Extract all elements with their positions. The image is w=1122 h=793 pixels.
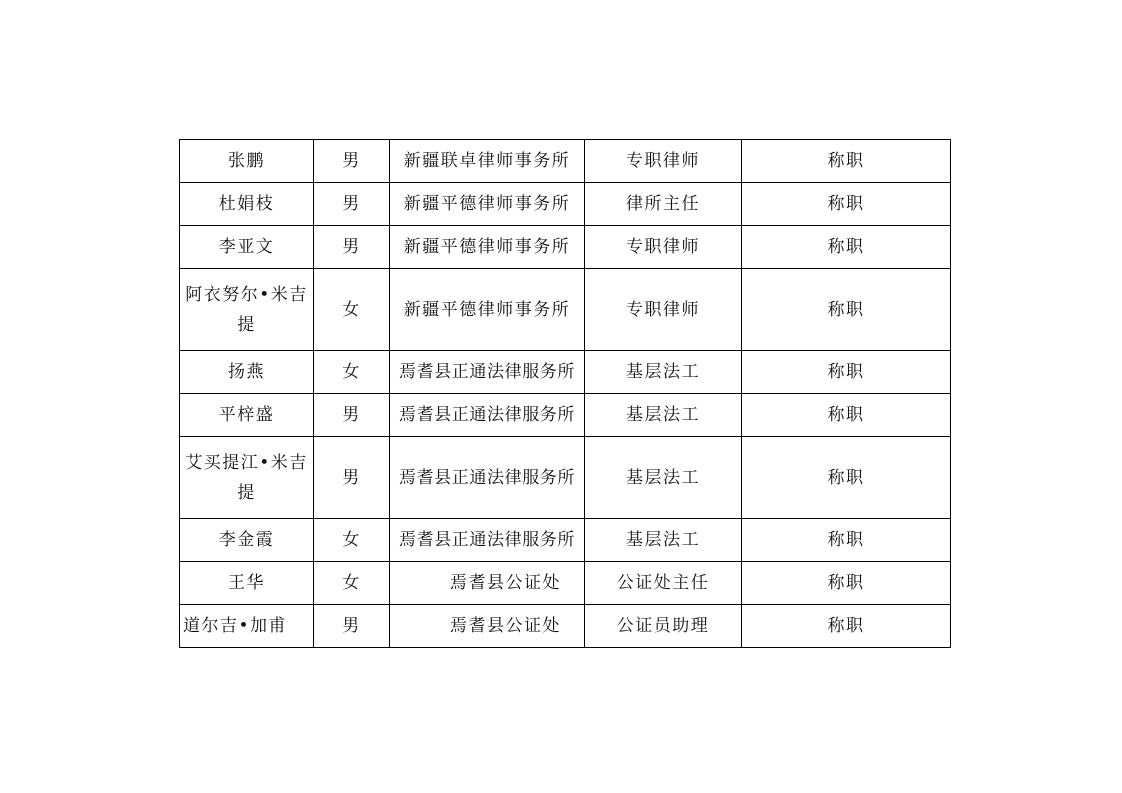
gender-cell: 男 xyxy=(314,140,390,183)
organization-cell: 新疆联卓律师事务所 xyxy=(390,140,585,183)
organization-cell: 焉耆县正通法律服务所 xyxy=(390,351,585,394)
position-cell: 基层法工 xyxy=(585,394,742,437)
position-cell: 公证员助理 xyxy=(585,605,742,648)
table-row xyxy=(180,140,951,183)
gender-cell: 女 xyxy=(314,519,390,562)
name-cell: 扬燕 xyxy=(180,351,314,394)
result-cell: 称职 xyxy=(742,226,951,269)
name-cell: 张鹏 xyxy=(180,140,314,183)
name-cell: 艾买提江•米吉提 xyxy=(180,437,314,519)
organization-cell: 焉耆县正通法律服务所 xyxy=(390,519,585,562)
organization-cell: 新疆平德律师事务所 xyxy=(390,183,585,226)
position-cell: 专职律师 xyxy=(585,226,742,269)
gender-cell: 女 xyxy=(314,269,390,351)
organization-cell: 新疆平德律师事务所 xyxy=(390,269,585,351)
position-cell: 基层法工 xyxy=(585,437,742,519)
position-cell: 基层法工 xyxy=(585,351,742,394)
result-cell: 称职 xyxy=(742,605,951,648)
table-row xyxy=(180,394,951,437)
gender-cell: 男 xyxy=(314,394,390,437)
result-cell: 称职 xyxy=(742,562,951,605)
result-cell: 称职 xyxy=(742,394,951,437)
gender-cell: 男 xyxy=(314,437,390,519)
table-row xyxy=(180,519,951,562)
gender-cell: 男 xyxy=(314,183,390,226)
name-cell: 道尔吉•加甫 xyxy=(180,605,314,648)
personnel-assessment-table xyxy=(179,139,951,648)
name-cell: 李亚文 xyxy=(180,226,314,269)
gender-cell: 女 xyxy=(314,351,390,394)
name-cell: 李金霞 xyxy=(180,519,314,562)
result-cell: 称职 xyxy=(742,437,951,519)
name-cell: 平梓盛 xyxy=(180,394,314,437)
name-cell: 阿衣努尔•米吉提 xyxy=(180,269,314,351)
table-row xyxy=(180,183,951,226)
table-row xyxy=(180,437,951,519)
gender-cell: 男 xyxy=(314,605,390,648)
organization-cell: 焉耆县正通法律服务所 xyxy=(390,437,585,519)
organization-cell: 焉耆县正通法律服务所 xyxy=(390,394,585,437)
organization-cell: 焉耆县公证处 xyxy=(390,605,585,648)
table-row xyxy=(180,269,951,351)
result-cell: 称职 xyxy=(742,269,951,351)
table-row xyxy=(180,351,951,394)
gender-cell: 女 xyxy=(314,562,390,605)
table-row xyxy=(180,226,951,269)
name-cell: 杜娟枝 xyxy=(180,183,314,226)
position-cell: 基层法工 xyxy=(585,519,742,562)
position-cell: 专职律师 xyxy=(585,140,742,183)
position-cell: 专职律师 xyxy=(585,269,742,351)
organization-cell: 焉耆县公证处 xyxy=(390,562,585,605)
name-cell: 王华 xyxy=(180,562,314,605)
organization-cell: 新疆平德律师事务所 xyxy=(390,226,585,269)
result-cell: 称职 xyxy=(742,140,951,183)
table-row xyxy=(180,562,951,605)
position-cell: 律所主任 xyxy=(585,183,742,226)
position-cell: 公证处主任 xyxy=(585,562,742,605)
gender-cell: 男 xyxy=(314,226,390,269)
result-cell: 称职 xyxy=(742,183,951,226)
table-row xyxy=(180,605,951,648)
result-cell: 称职 xyxy=(742,519,951,562)
result-cell: 称职 xyxy=(742,351,951,394)
